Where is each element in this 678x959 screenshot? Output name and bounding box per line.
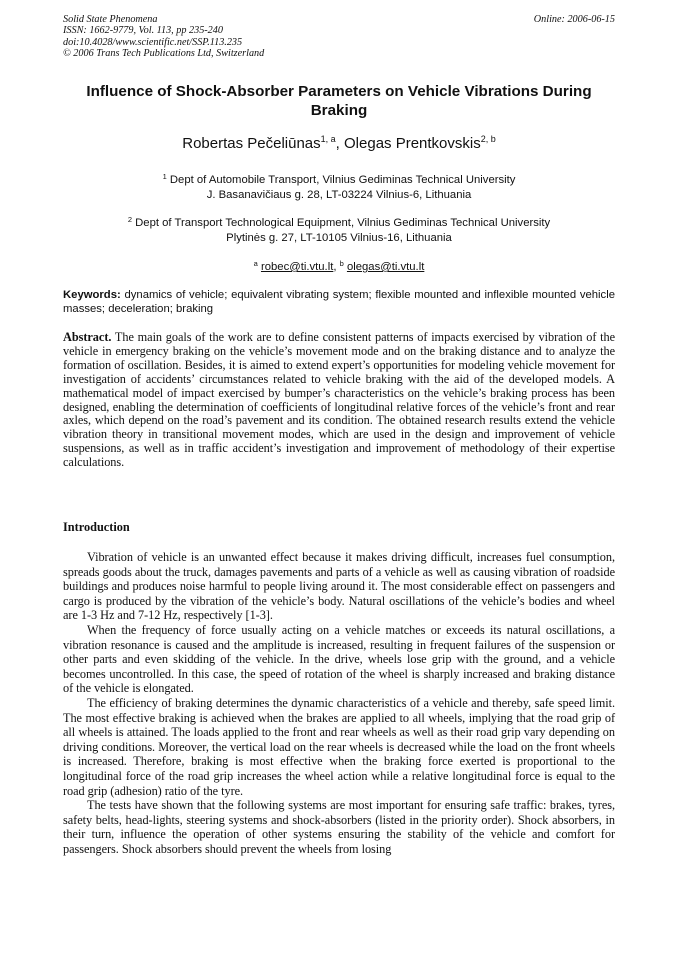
email-line: $^a$ robec@ti.vtu.lt, $^b$ olegas@ti.vtu.lt bbox=[253, 259, 425, 273]
affiliation-address: Plytinės g. 27, LT-10105 Vilnius-16, Lithuania bbox=[226, 231, 452, 244]
paragraph: The tests have shown that the following systems are most important for ensuring safe traffic: brakes, tyres, safety belts, head-lights, steering systems and shock-absorbers (listed in the priority order). Shock absorbers, in their turn, influence the operation of other systems ensuring the stability of the vehicle and comfort for passengers. Shock absorbers should prevent the wheels from losing bbox=[63, 798, 615, 856]
keywords-text: dynamics of vehicle; equivalent vibrating system; flexible mounted and inflexible mounted vehicle masses; deceleration; braking bbox=[63, 289, 615, 315]
journal-name: Solid State Phenomena bbox=[63, 14, 158, 25]
keywords bbox=[63, 288, 615, 316]
author-affil-mark: 2, b bbox=[480, 134, 496, 144]
journal-header bbox=[63, 14, 264, 59]
email-link-b[interactable]: olegas@ti.vtu.lt bbox=[346, 261, 425, 273]
affiliation: $^2$ Dept of Transport Technological Equipment, Vilnius Gediminas Technical University Plytinės g. 27, LT-10105 Vilnius-16, Lithuania bbox=[63, 216, 615, 245]
author-affil-mark: 1, a bbox=[320, 134, 336, 144]
abstract-text: The main goals of the work are to define consistent patterns of impacts exercised by vibration of the vehicle in emergency braking on the vehicle’s movement mode and on the braking distance and to analyze the formation of oscillation. Besides, it is aimed to extend expert’s opportunities for modeling vehicle movement for investigation of accidents’ circumstances related to vehicle braking with the aid of the developed models. A mathematical model of impact exercised by bumper’s characteristics on the vehicle’s braking process has been designed, enabling the determination of coefficients of longitudinal relative forces of the vehicle’s front and rear axles, which depend on the road’s pavement and its condition. The obtained research results extend the vehicle vibration theory in transitional movement modes, which are used in the design and improvement of vehicle suspensions, as well as in traffic accident’s investigation and improvement of methodology of their expertise calculations. bbox=[63, 330, 615, 470]
introduction-body bbox=[63, 550, 615, 856]
author-name: Robertas Pečeliūnas bbox=[182, 135, 321, 152]
affiliation: $^1$ Dept of Automobile Transport, Vilnius Gediminas Technical University J. Basanavičiaus g. 28, LT-03224 Vilnius-6, Lithuania bbox=[63, 173, 615, 202]
author-list: Robertas Pečeliūnas$^{1, a}$, Olegas Prentkovskis$^{2, b}$ bbox=[182, 134, 496, 152]
paragraph: Vibration of vehicle is an unwanted effect because it makes driving difficult, increases fuel consumption, spreads goods about the truck, damages pavements and parts of a vehicle as well as causing vibration of roadside buildings and produces noise harmful to people living around it. The most considerable effect on passengers and cargo is produced by the vibration of the vehicle’s body. Natural oscillations of the vehicle’s bodies and wheel are 1-3 Hz and 7-12 Hz, respectively [1-3]. bbox=[63, 550, 615, 623]
affiliation-dept: Dept of Transport Technological Equipment, Vilnius Gediminas Technical University bbox=[135, 217, 551, 229]
affiliation-dept: Dept of Automobile Transport, Vilnius Gediminas Technical University bbox=[169, 174, 516, 186]
paragraph: When the frequency of force usually acting on a vehicle matches or exceeds its natural oscillations, a vibration resonance is caused and the amplitude is increased, resulting in frequent failures of the suspension or other parts and even skidding of the vehicle. In the drive, wheels lose grip with the ground, and a vehicle becomes uncontrolled. In this case, the speed of rotation of the wheel is sharply increased and braking distance of the vehicle is elongated. bbox=[63, 622, 615, 696]
issn-line: ISSN: 1662-9779, Vol. 113, pp 235-240 bbox=[63, 25, 223, 37]
abstract bbox=[63, 331, 615, 470]
paragraph: The efficiency of braking determines the dynamic characteristics of a vehicle and thereby, safe speed limit. The most effective braking is achieved when the brakes are applied to all wheels, implying that the road grip of all wheels is attained. The loads applied to the front and rear wheels as well as their road grip vary depending on driving conditions. Moreover, the vertical load on the rear wheels is decreased while the load on the front wheels is increased. Therefore, braking is most effective when the braking force exerted is proportional to the longitudinal force of the road grip increases the wheel action while a relative longitudinal force is equal to the road grip (adhesion) ratio of the tyre. bbox=[63, 695, 615, 798]
affiliation-address: J. Basanavičiaus g. 28, LT-03224 Vilnius-6, Lithuania bbox=[206, 188, 472, 201]
doi-line: doi:10.4028/www.scientific.net/SSP.113.235 bbox=[63, 36, 243, 48]
copyright-line: © 2006 Trans Tech Publications Ltd, Switzerland bbox=[63, 47, 265, 59]
author-name: Olegas Prentkovskis bbox=[344, 135, 481, 152]
online-date: Online: 2006-06-15 bbox=[533, 14, 615, 25]
keywords-label: Keywords: bbox=[63, 289, 121, 301]
email-link-a[interactable]: robec@ti.vtu.lt bbox=[260, 261, 334, 273]
paper-title: Influence of Shock-Absorber Parameters on Vehicle Vibrations During Braking bbox=[86, 83, 592, 119]
section-heading-introduction: Introduction bbox=[63, 520, 130, 534]
abstract-label: Abstract. bbox=[63, 330, 112, 344]
